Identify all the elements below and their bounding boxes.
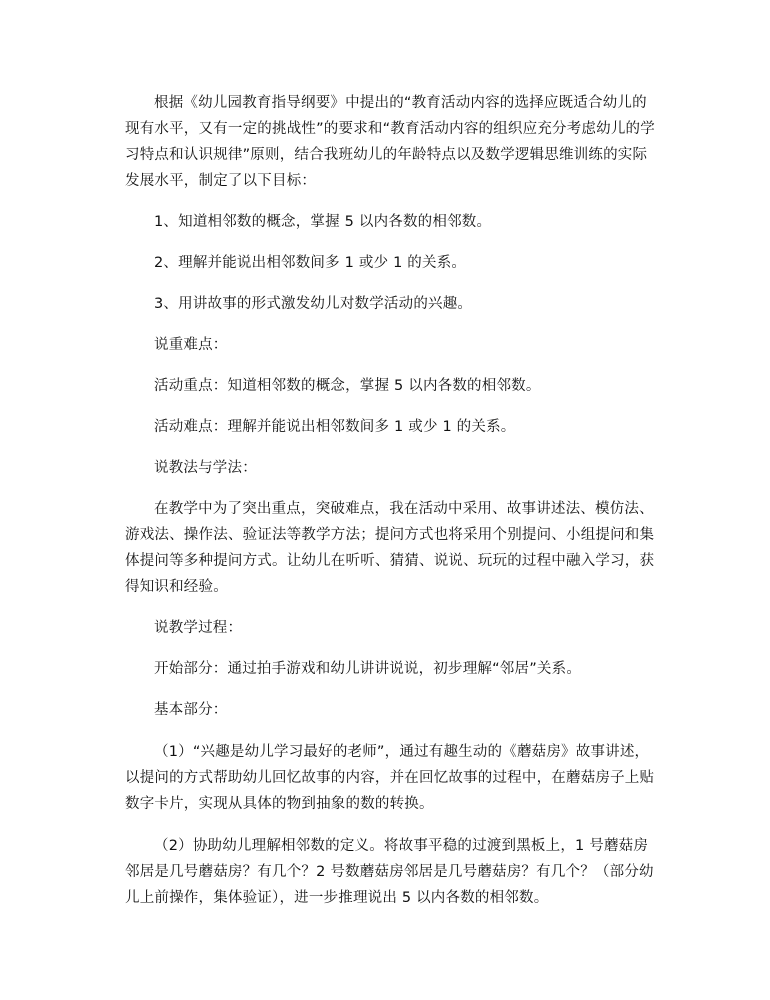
basic-part-step-2: （2）协助幼儿理解相邻数的定义。将故事平稳的过渡到黑板上，1 号蘑菇房邻居是几号蘑菇房？有几个？2 号数蘑菇房邻居是几号蘑菇房？有几个？（部分幼儿上前操作，集体验证），进一步推理说出 5 以内各数的相邻数。	[125, 838, 654, 906]
intro-paragraph: 根据《幼儿园教育指导纲要》中提出的“教育活动内容的选择应既适合幼儿的现有水平，又有一定的挑战性”的要求和“教育活动内容的组织应充分考虑幼儿的学习特点和认识规律”原则，结合我班幼儿的年龄特点以及数学逻辑思维训练的实际发展水平，制定了以下目标：	[125, 95, 655, 189]
goal-item-3: 3、用讲故事的形式激发幼儿对数学活动的兴趣。	[154, 296, 473, 312]
document-body	[125, 90, 655, 911]
methods-paragraph: 在教学中为了突出重点，突破难点，我在活动中采用、故事讲述法、模仿法、游戏法、操作法、验证法等教学方法；提问方式也将采用个别提问、小组提问和集体提问等多种提问方式。让幼儿在听听、猜猜、说说、玩玩的过程中融入学习，获得知识和经验。	[125, 501, 655, 595]
section-heading-methods: 说教法与学法：	[154, 460, 257, 476]
goal-item-1: 1、知道相邻数的概念，掌握 5 以内各数的相邻数。	[154, 214, 492, 230]
opening-part-text: 开始部分：通过拍手游戏和幼儿讲讲说说，初步理解“邻居”关系。	[154, 661, 582, 677]
section-heading-process: 说教学过程：	[154, 620, 243, 636]
section-heading-basic-part: 基本部分：	[154, 702, 228, 718]
basic-part-step-1: （1）“兴趣是幼儿学习最好的老师”，通过有趣生动的《蘑菇房》故事讲述，以提问的方式帮助幼儿回忆故事的内容，并在回忆故事的过程中，在蘑菇房子上贴数字卡片，实现从具体的物到抽象的数的转换。	[125, 744, 655, 812]
goal-item-2: 2、理解并能说出相邻数间多 1 或少 1 的关系。	[154, 255, 467, 271]
difficult-point-text: 活动难点：理解并能说出相邻数间多 1 或少 1 的关系。	[154, 419, 516, 435]
key-point-text: 活动重点：知道相邻数的概念，掌握 5 以内各数的相邻数。	[154, 378, 541, 394]
section-heading-key-points: 说重难点：	[154, 337, 228, 353]
